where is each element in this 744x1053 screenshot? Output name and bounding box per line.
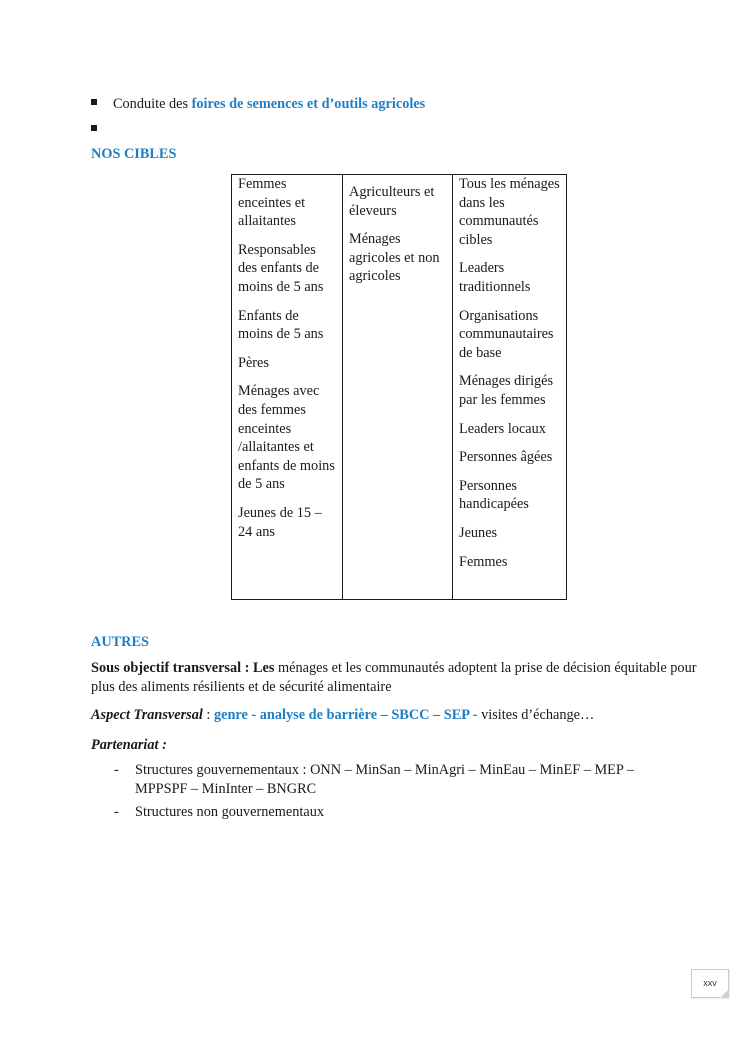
target-item: Tous les ménages dans les communautés cibles	[459, 176, 560, 248]
target-item: Responsables des enfants de moins de 5 ans	[238, 241, 324, 295]
targets-column-3	[453, 175, 567, 600]
partenariat-label	[91, 736, 167, 755]
targets-table	[231, 174, 567, 600]
sous-objectif-text: ménages et les communautés adoptent la prise de décision équitable pour plus des aliments résilients et de sécurité alimentaire	[91, 660, 697, 695]
target-item: Leaders traditionnels	[459, 260, 531, 295]
target-item: Ménages avec des femmes enceintes /allaitantes et enfants de moins de 5 ans	[238, 383, 335, 493]
target-item: Jeunes de 15 – 24 ans	[238, 504, 322, 540]
partenariat-label-text: Partenariat :	[91, 737, 167, 753]
target-item: Jeunes	[459, 524, 498, 541]
sous-objectif-label: Sous objectif transversal : Les	[91, 660, 275, 676]
target-item: Femmes enceintes et allaitantes	[238, 176, 306, 230]
bullet-item-foires	[113, 95, 425, 114]
target-item: Femmes	[459, 553, 508, 570]
nos-cibles-heading: NOS CIBLES	[91, 146, 177, 162]
aspect-transversal-line	[91, 706, 594, 725]
target-item: Ménages dirigés par les femmes	[459, 373, 554, 408]
target-item: Organisations communautaires de base	[459, 307, 554, 361]
target-item: Leaders locaux	[459, 420, 546, 437]
foires-link: foires de semences et d’outils agricoles	[191, 96, 426, 112]
targets-column-2	[343, 175, 453, 600]
target-item: Ménages agricoles et non agricoles	[349, 231, 440, 285]
aspect-label: Aspect Transversal	[91, 707, 203, 723]
sous-objectif-paragraph	[91, 659, 703, 696]
targets-column-1	[232, 175, 343, 600]
aspect-rest: visites d’échange…	[477, 707, 595, 723]
bullet-square-icon	[91, 125, 97, 131]
dash-bullet-icon: -	[114, 762, 119, 778]
page-number-box	[691, 969, 729, 998]
dash-bullet-icon: -	[114, 804, 119, 820]
partner-item: Structures gouvernementaux : ONN – MinSan – MinAgri – MinEau – MinEF – MEP – MPPSPF – MinInter – BNGRC	[135, 762, 635, 797]
target-item: Agriculteurs et éleveurs	[349, 184, 435, 219]
aspect-colon: :	[202, 707, 214, 723]
target-item: Pères	[238, 354, 269, 371]
target-item: Enfants de moins de 5 ans	[238, 307, 324, 343]
bullet-square-icon	[91, 99, 97, 105]
page-curl-icon	[720, 989, 729, 998]
target-item: Personnes handicapées	[459, 477, 529, 513]
page-number: xxv	[703, 978, 717, 988]
partner-item: Structures non gouvernementaux	[135, 804, 324, 820]
aspect-highlight: genre - analyse de barrière – SBCC – SEP -	[213, 707, 478, 723]
bullet-item-text: Conduite des	[113, 96, 192, 112]
target-item: Personnes âgées	[459, 449, 553, 466]
autres-heading: AUTRES	[91, 634, 149, 650]
